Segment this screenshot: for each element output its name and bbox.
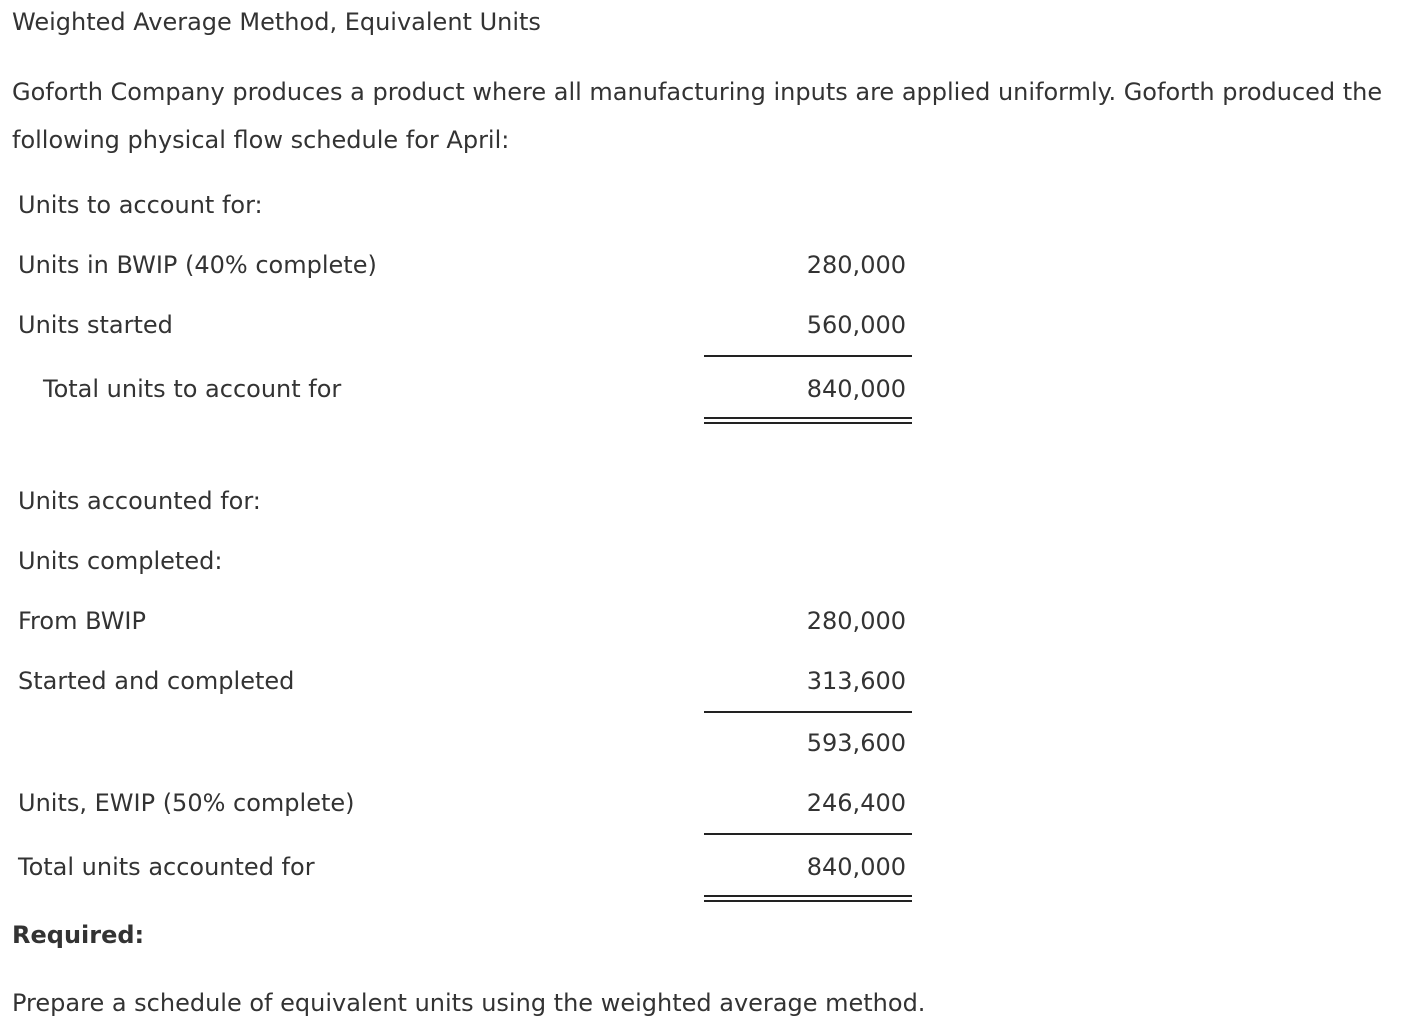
row-value: 313,600	[806, 667, 906, 695]
row-label: Units started	[18, 311, 173, 339]
row-value: 246,400	[806, 789, 906, 817]
total-double-rule	[704, 895, 912, 902]
section-subheading-completed	[0, 544, 1424, 578]
section-heading-label: Units accounted for:	[18, 487, 261, 515]
row-value: 280,000	[806, 251, 906, 279]
subtotal-rule	[704, 355, 912, 357]
subtotal-rule	[704, 833, 912, 835]
row-value: 560,000	[806, 311, 906, 339]
row-label: From BWIP	[18, 607, 146, 635]
subtotal-rule	[704, 711, 912, 713]
section-heading-to-account	[0, 188, 1424, 222]
section-heading-accounted	[0, 484, 1424, 518]
section-subheading-label: Units completed:	[18, 547, 223, 575]
section-heading-label: Units to account for:	[18, 191, 263, 219]
row-label: Total units to account for	[43, 375, 342, 403]
row-label: Total units accounted for	[18, 853, 315, 881]
table-row-units-started	[0, 308, 1424, 342]
table-row-from-bwip	[0, 604, 1424, 638]
table-row-total-to-account	[0, 372, 1424, 406]
row-label: Units, EWIP (50% complete)	[18, 789, 355, 817]
instruction-text: Prepare a schedule of equivalent units using the weighted average method.	[12, 989, 926, 1017]
row-value: 593,600	[806, 729, 906, 757]
table-row-ewip-units	[0, 786, 1424, 820]
table-row-total-accounted	[0, 850, 1424, 884]
row-label: Units in BWIP (40% complete)	[18, 251, 377, 279]
table-row-started-completed	[0, 664, 1424, 698]
table-row-completed-subtotal	[0, 726, 1424, 760]
total-double-rule	[704, 417, 912, 424]
table-row-bwip-units	[0, 248, 1424, 282]
row-value: 280,000	[806, 607, 906, 635]
row-value: 840,000	[806, 375, 906, 403]
required-heading: Required:	[12, 921, 145, 949]
page-title: Weighted Average Method, Equivalent Units	[12, 8, 541, 36]
row-value: 840,000	[806, 853, 906, 881]
intro-paragraph: Goforth Company produces a product where all manufacturing inputs are applied uniformly. Goforth produced the following physical flow schedule for April:	[12, 78, 1383, 154]
row-label: Started and completed	[18, 667, 295, 695]
